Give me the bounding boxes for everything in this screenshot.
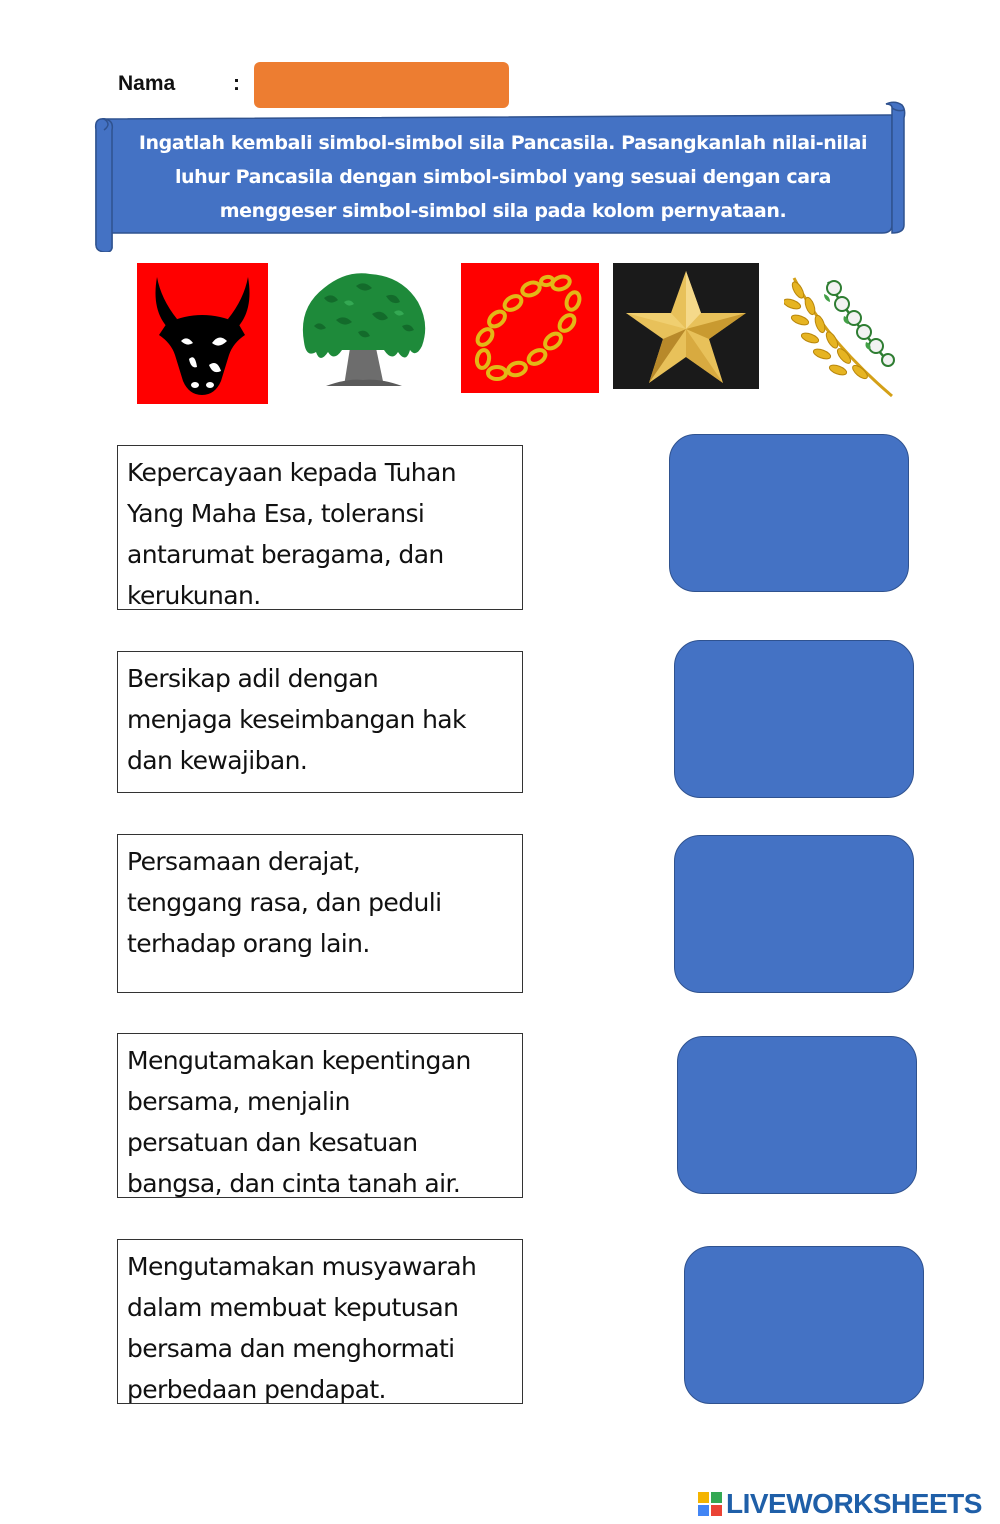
name-colon: : [233, 72, 240, 95]
statement-line: dalam membuat keputusan [127, 1293, 459, 1322]
instruction-line: luhur Pancasila dengan simbol-simbol yang sesuai dengan cara [174, 166, 832, 188]
statement-sila-3 [117, 1033, 523, 1198]
statement-line: perbedaan pendapat. [127, 1375, 386, 1404]
statement-line: persatuan dan kesatuan [127, 1128, 418, 1157]
name-label: Nama [118, 72, 176, 95]
statement-line: Mengutamakan musyawarah [127, 1252, 477, 1281]
statement-line: bersama dan menghormati [127, 1334, 455, 1363]
statement-sila-2 [117, 834, 523, 993]
chain-icon[interactable] [461, 263, 599, 393]
statement-line: Persamaan derajat, [127, 847, 361, 876]
drop-slot-2[interactable] [674, 640, 914, 798]
drop-slot-1[interactable] [669, 434, 909, 592]
statement-line: Yang Maha Esa, toleransi [127, 499, 425, 528]
statement-line: bersama, menjalin [127, 1087, 350, 1116]
rice-cotton-icon[interactable] [784, 268, 900, 400]
statement-line: Kepercayaan kepada Tuhan [127, 458, 457, 487]
statement-line: bangsa, dan cinta tanah air. [127, 1169, 461, 1198]
instruction-line: menggeser simbol-simbol sila pada kolom pernyataan. [219, 200, 787, 222]
liveworksheets-logo [697, 1488, 982, 1520]
liveworksheets-brand-text: LIVEWORKSHEETS [726, 1488, 982, 1519]
statement-sila-1 [117, 445, 523, 610]
star-icon[interactable] [613, 263, 759, 389]
statement-sila-4 [117, 1239, 523, 1404]
bull-head-icon[interactable] [137, 263, 268, 404]
instruction-line: Ingatlah kembali simbol-simbol sila Pancasila. Pasangkanlah nilai-nilai [138, 132, 868, 154]
statement-line: kerukunan. [127, 581, 261, 610]
statement-line: menjaga keseimbangan hak [127, 705, 466, 734]
statement-sila-5 [117, 651, 523, 793]
instruction-text [118, 126, 888, 228]
statement-line: Mengutamakan kepentingan [127, 1046, 471, 1075]
drop-slot-3[interactable] [674, 835, 914, 993]
drop-slot-5[interactable] [684, 1246, 924, 1404]
statement-line: Bersikap adil dengan [127, 664, 379, 693]
banyan-tree-icon[interactable] [298, 268, 428, 388]
liveworksheets-logo-icon [697, 1491, 723, 1517]
statement-line: terhadap orang lain. [127, 929, 370, 958]
statement-line: tenggang rasa, dan peduli [127, 888, 442, 917]
drop-slot-4[interactable] [677, 1036, 917, 1194]
statement-line: antarumat beragama, dan [127, 540, 444, 569]
statement-line: dan kewajiban. [127, 746, 308, 775]
